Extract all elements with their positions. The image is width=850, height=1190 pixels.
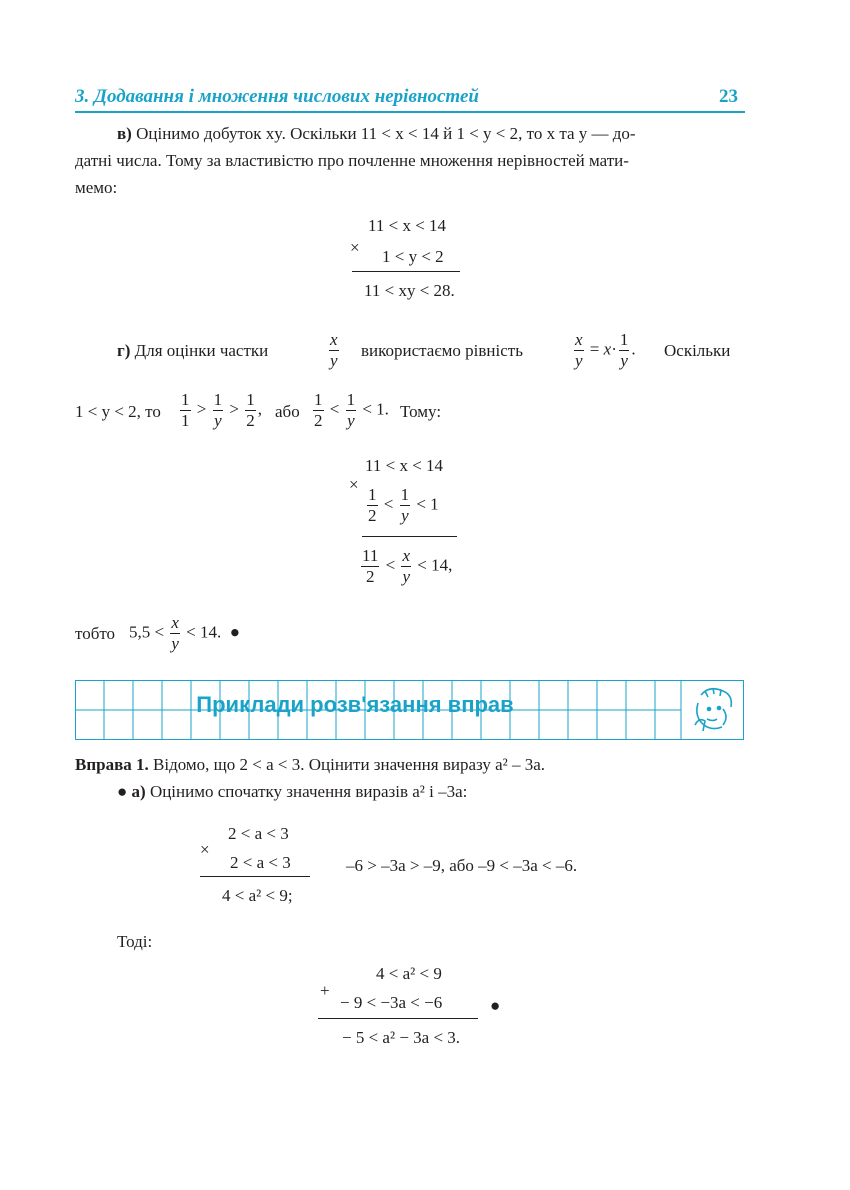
part-v-ineq-1: 11 < x < 14 — [368, 216, 447, 235]
tobto-word: тобто — [75, 624, 116, 643]
neg-3a-estimate: –6 > –3a > –9, або –9 < –3a < –6. — [346, 856, 578, 875]
exercise-1-statement — [75, 755, 545, 775]
header-rule — [75, 111, 745, 113]
sys-b-result: − 5 < a² − 3a < 3. — [342, 1028, 461, 1047]
sys-b-ineq-1: 4 < a² < 9 — [376, 964, 442, 983]
end-bullet: ● — [490, 996, 501, 1015]
times-sign-1: × — [350, 238, 360, 257]
sys-b-ineq-2: − 9 < −3a < −6 — [340, 993, 443, 1012]
part-g-text-b: використаємо рівність — [361, 341, 523, 360]
final-estimate: 5,5 < $\frac{x}{y}$ < 14. ● — [129, 613, 240, 653]
sys-a-ineq-2: 2 < a < 3 — [230, 853, 291, 872]
part-v-result: 11 < xy < 28. — [364, 281, 455, 300]
times-sign-3: × — [200, 840, 210, 859]
todi-word: Тоді: — [117, 932, 153, 951]
part-v-line3: мемо: — [75, 178, 118, 197]
part-v-ineq-2: 1 < y < 2 — [382, 247, 444, 266]
sys-a-ineq-1: 2 < a < 3 — [228, 824, 289, 843]
equality-x-over-y: $\frac{x}{y}$ = x· $\frac{1}{y}$ . — [575, 330, 636, 370]
reciprocal-chain: $\frac{1}{1}$ > $\frac{1}{y}$ > $\frac{1}{2}$ , — [181, 390, 262, 430]
exercise-1-step-a — [117, 782, 467, 802]
step-a-label: ● а) — [117, 782, 146, 801]
part-g-ineq-2: $\frac{1}{2}$ < $\frac{1}{y}$ < 1 — [368, 485, 439, 525]
part-g-line2-a: 1 < y < 2, то — [75, 402, 161, 421]
running-header-title: 3. Додавання і множення числових нерівностей — [75, 86, 479, 107]
part-v-paragraph — [75, 120, 745, 201]
part-g-label: г) Для оцінки частки — [117, 341, 269, 360]
frac-x-over-y-1: $\frac{x}{y}$ — [330, 330, 338, 370]
part-g-ineq-1: 11 < x < 14 — [365, 456, 444, 475]
exercise-1-label: Вправа 1. — [75, 755, 149, 774]
thinking-student-icon — [683, 683, 741, 737]
part-v-line2: датні числа. Тому за властивістю про почленне множення нерівностей мати- — [75, 151, 629, 170]
sys-a-rule — [200, 876, 310, 877]
part-g-line2-b: або — [275, 402, 300, 421]
exercise-1-text: Відомо, що 2 < a < 3. Оцінити значення виразу a² – 3a. — [153, 755, 546, 774]
section-title: Приклади розв'язання вправ — [196, 692, 514, 717]
page-number: 23 — [719, 86, 738, 107]
plus-sign: + — [320, 981, 330, 1000]
step-a-text: Оцінимо спочатку значення виразів a² і –3a: — [149, 782, 468, 801]
sys-b-rule — [318, 1018, 478, 1019]
sys-a-result: 4 < a² < 9; — [222, 886, 293, 905]
part-v-rule — [352, 271, 460, 272]
part-g-line2-c: Тому: — [400, 402, 442, 421]
part-g-result: $\frac{11}{2}$ < $\frac{x}{y}$ < 14, — [362, 546, 453, 586]
part-g-rule — [362, 536, 457, 537]
reciprocal-ineq: $\frac{1}{2}$ < $\frac{1}{y}$ < 1. — [314, 390, 389, 430]
part-v-line1: Оцінимо добуток xy. Оскільки 11 < x < 14 й 1 < y < 2, то x та y — до- — [136, 124, 636, 143]
part-v-label: в) — [117, 124, 132, 143]
part-g-text-a: Для оцінки частки — [134, 341, 269, 360]
times-sign-2: × — [349, 475, 359, 494]
part-g-text-c: Оскільки — [664, 341, 731, 360]
